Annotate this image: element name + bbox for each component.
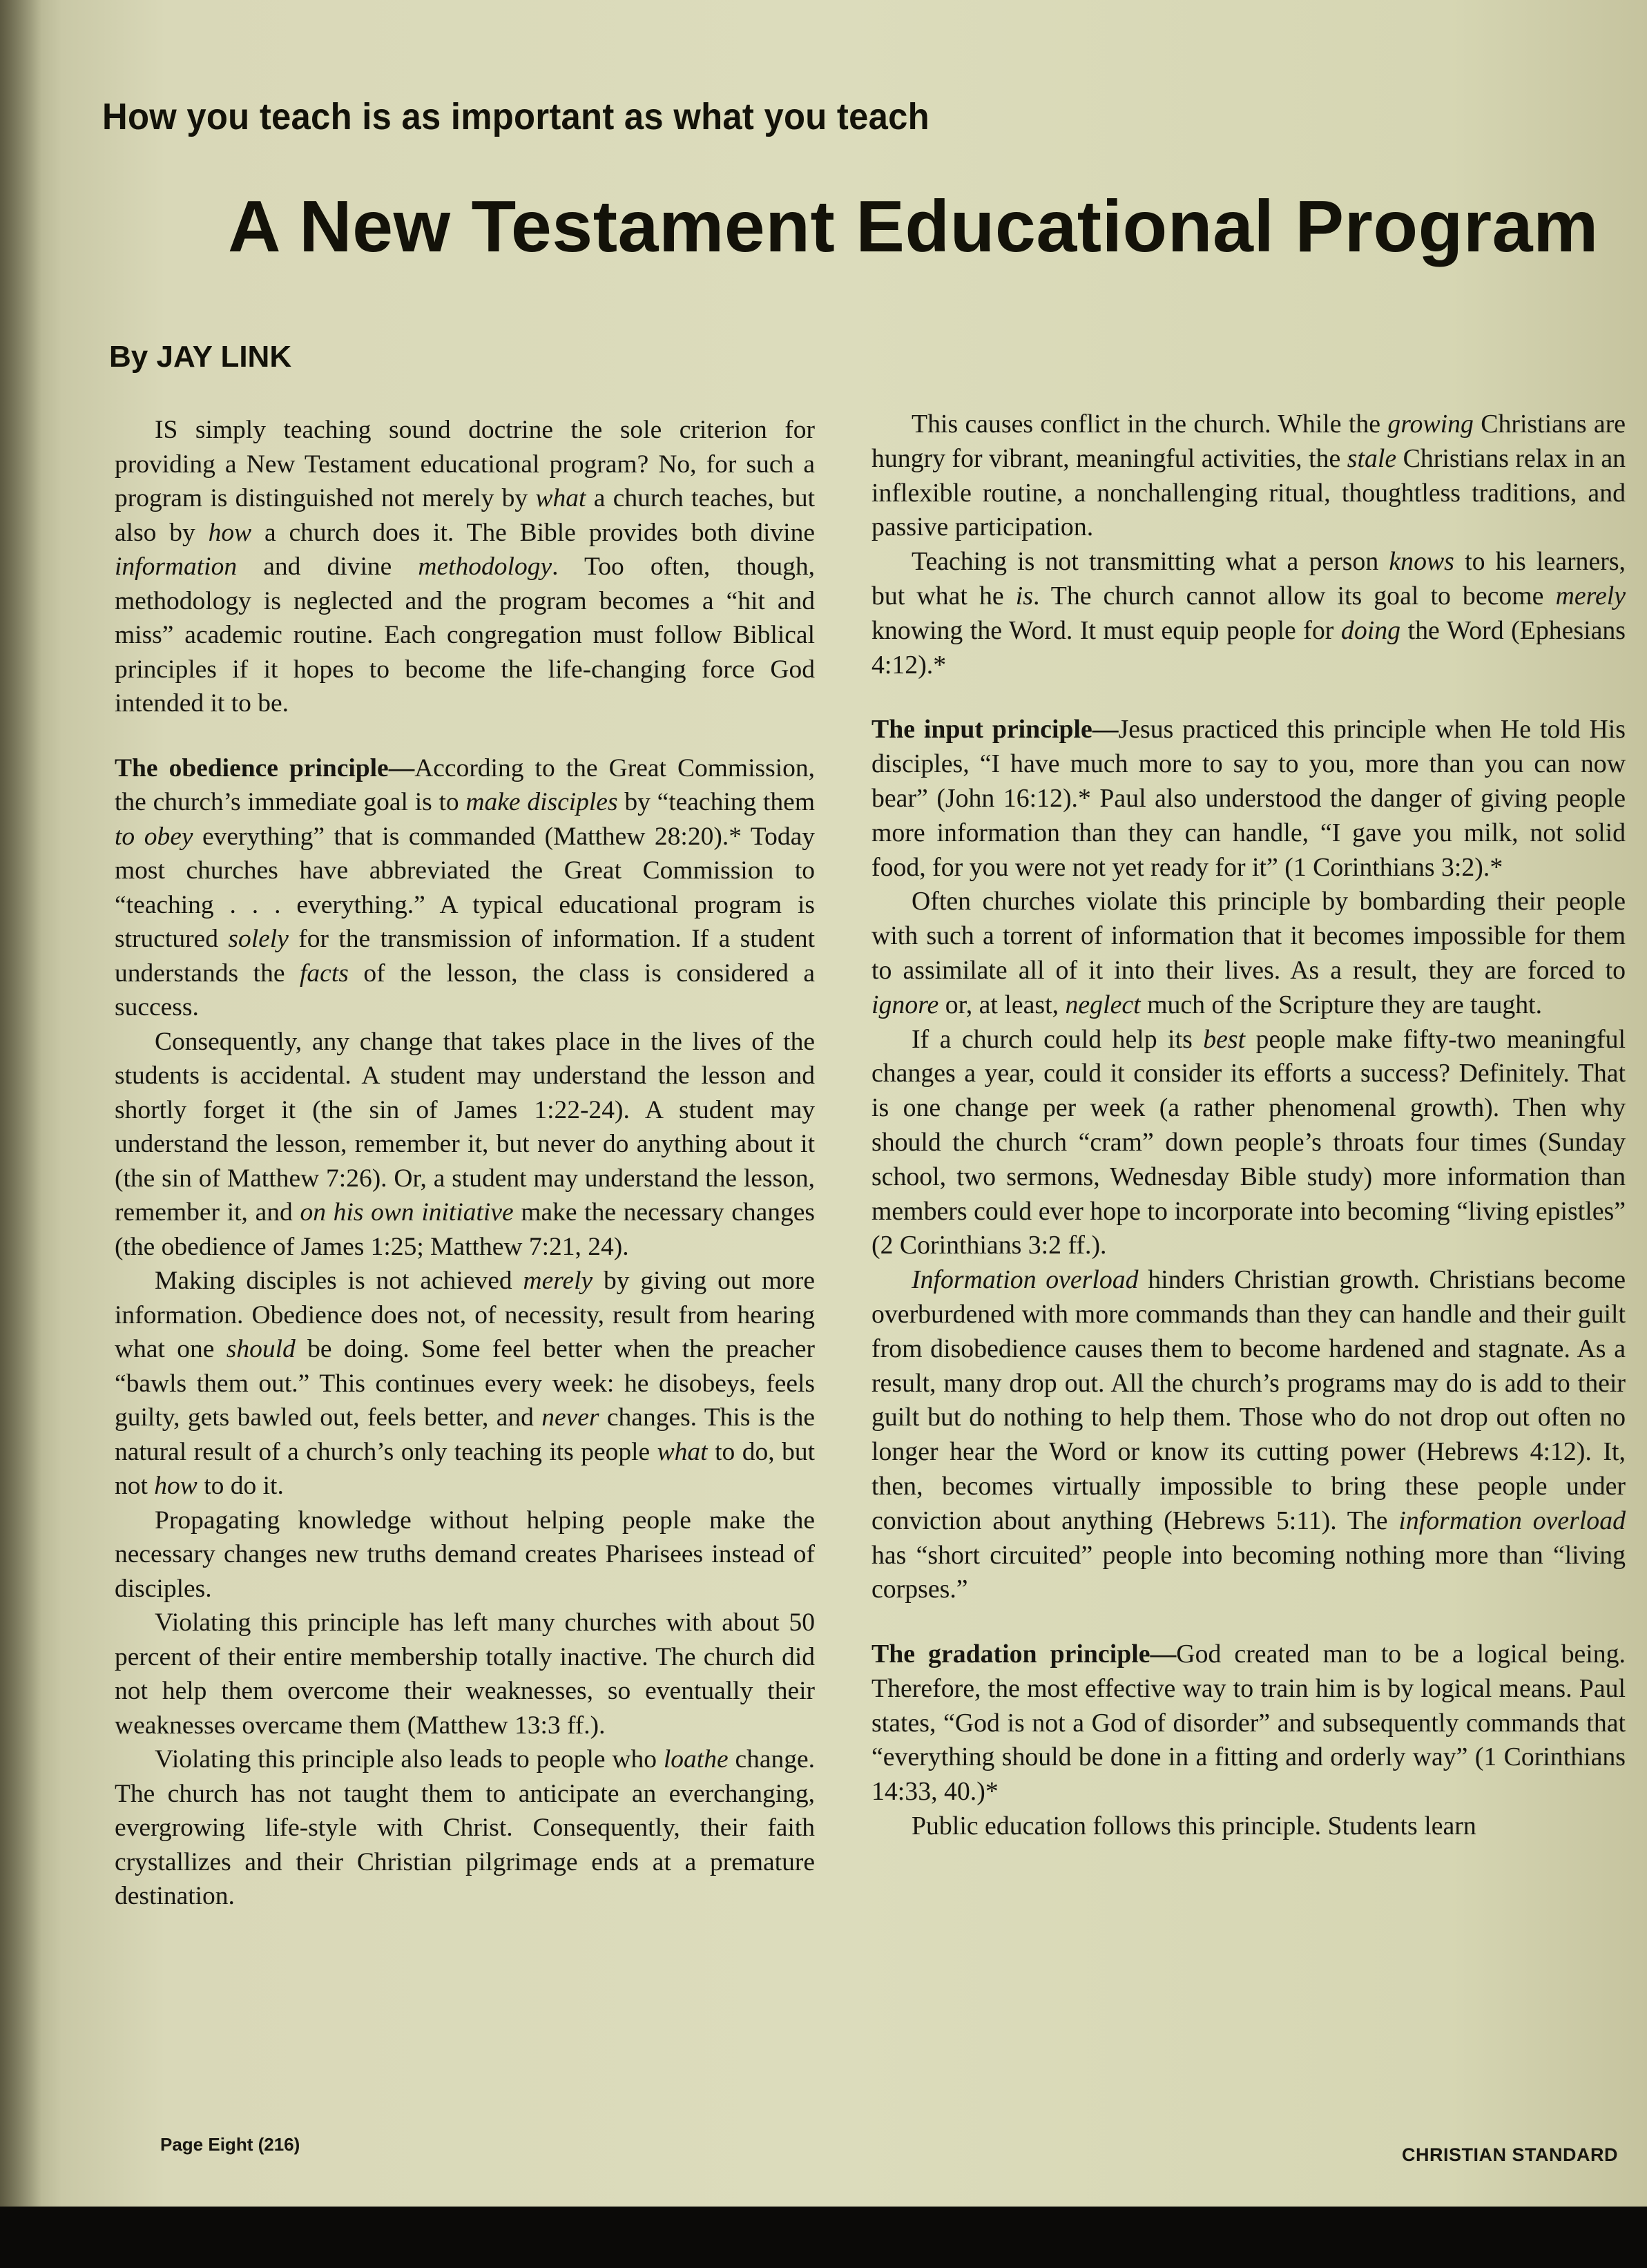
emphasis-text: facts <box>300 959 349 988</box>
body-paragraph <box>115 1503 815 1606</box>
emphasis-text: is <box>1015 581 1033 611</box>
emphasis-text: should <box>226 1335 296 1363</box>
emphasis-text: ignore <box>871 990 939 1019</box>
scan-bottom-edge <box>0 2207 1647 2268</box>
text-run: This causes conflict in the church. While the <box>912 410 1388 439</box>
body-paragraph <box>115 1025 815 1265</box>
text-run: to his learners, but what he <box>871 547 1626 611</box>
emphasis-text: stale <box>1347 443 1397 473</box>
text-run: everything” that is commanded (Matthew 28:20).* Today most churches have abbreviated the Great Commission to “teaching . . . everything.” A typical educational program is structured <box>115 822 815 953</box>
emphasis-text: neglect <box>1065 990 1141 1019</box>
text-run: for the transmission of information. If a student understands the <box>115 925 815 988</box>
text-run: has “short circuited” people into becoming nothing more than “living corpses.” <box>871 1540 1626 1604</box>
text-run: If a church could help its <box>912 1024 1204 1054</box>
emphasis-text: solely <box>228 925 289 953</box>
body-paragraph <box>871 885 1626 1022</box>
emphasis-text: merely <box>523 1267 593 1295</box>
emphasis-text: to obey <box>115 822 193 851</box>
text-run: Jesus practiced this principle when He told His disciples, “I have much more to say to you, more than you can now bear” (John 16:12).* Paul also understood the danger of giving people more information than they can handle, “I gave you milk, not solid food, for you were not yet ready for it” (1 Corinthians 3:2).* <box>871 715 1626 882</box>
body-paragraph <box>115 1264 815 1503</box>
text-run: IS simply teaching sound doctrine the sole criterion for providing a New Testament educational program? No, for such a program is distinguished not merely by <box>115 416 815 512</box>
section-heading: The obedience principle— <box>115 753 415 782</box>
text-run: change. The church has not taught them to anticipate an everchanging, evergrowing life-style with Christ. Consequently, their faith crystallizes and their Christian pilgrimage ends at a premature destination. <box>115 1745 816 1910</box>
emphasis-text: how <box>154 1472 198 1500</box>
body-paragraph <box>871 545 1626 682</box>
body-paragraph <box>115 413 815 721</box>
emphasis-text: never <box>541 1403 599 1432</box>
body-paragraph <box>871 1809 1626 1844</box>
text-run: and divine <box>237 552 418 581</box>
article-byline: By JAY LINK <box>109 340 292 374</box>
text-run: Teaching is not transmitting what a person <box>912 547 1389 577</box>
article-kicker: How you teach is as important as what you teach <box>102 96 930 137</box>
emphasis-text: on his own initiative <box>300 1198 514 1227</box>
text-run: a church does it. The Bible provides both divine <box>251 518 815 547</box>
section-heading: The input principle— <box>871 715 1119 744</box>
page-number-footer: Page Eight (216) <box>160 2134 300 2155</box>
text-run: by “teaching them <box>617 788 815 816</box>
text-run: a church teaches, but also by <box>115 484 815 547</box>
text-run: Making disciples is not achieved <box>155 1267 523 1295</box>
body-paragraph <box>115 1742 815 1914</box>
text-run: to do it. <box>197 1472 284 1500</box>
article-title: A New Testament Educational Program <box>228 186 1599 267</box>
emphasis-text: merely <box>1555 581 1626 611</box>
text-run: God created man to be a logical being. Therefore, the most effective way to train him is by logical means. Paul states, “God is not a God of disorder” and subsequently commands that “everything should be done in a fitting and orderly way” (1 Corinthians 14:33, 40.)* <box>871 1640 1626 1807</box>
emphasis-text: doing <box>1340 615 1401 645</box>
section-paragraph <box>871 713 1626 885</box>
right-text-column <box>871 407 1626 1844</box>
emphasis-text: how <box>208 518 252 547</box>
text-run: knowing the Word. It must equip people for <box>871 615 1341 645</box>
text-run: Public education follows this principle. Students learn <box>912 1811 1476 1841</box>
emphasis-text: information <box>115 552 238 581</box>
text-run: make the necessary changes (the obedience of James 1:25; Matthew 7:21, 24). <box>115 1198 815 1261</box>
section-heading: The gradation principle— <box>871 1640 1177 1669</box>
text-run: the Word (Ephesians 4:12).* <box>871 615 1626 680</box>
body-paragraph <box>871 1023 1626 1264</box>
emphasis-text: growing <box>1387 410 1474 439</box>
body-paragraph <box>871 407 1626 545</box>
text-run: changes. This is the natural result of a church’s only teaching its people <box>115 1403 816 1466</box>
text-run: Christians are hungry for vibrant, meaningful activities, the <box>871 410 1626 473</box>
text-run: Christians relax in an inflexible routine, a nonchallenging ritual, thoughtless traditions, and passive participation. <box>871 443 1626 542</box>
emphasis-text: information overload <box>1398 1506 1626 1535</box>
text-run: of the lesson, the class is considered a success. <box>115 959 815 1021</box>
text-run: or, at least, <box>938 990 1066 1019</box>
text-run: Propagating knowledge without helping people make the necessary changes new truths demand creates Pharisees instead of disciples. <box>115 1506 815 1603</box>
text-run: According to the Great Commission, the church’s immediate goal is to <box>115 753 815 816</box>
binding-gutter-shadow <box>0 0 41 2207</box>
text-run: . Too often, though, methodology is neglected and the program becomes a “hit and miss” academic routine. Each congregation must follow Biblical principles if it hopes to become the life-changing force God intended it to be. <box>115 552 815 718</box>
text-run: much of the Scripture they are taught. <box>1140 990 1543 1019</box>
emphasis-text: knows <box>1389 547 1454 577</box>
emphasis-text: Information overload <box>912 1265 1139 1295</box>
text-run: be doing. Some feel better when the preacher “bawls them out.” This continues every week: he disobeys, feels guilty, gets bawled out, feels better, and <box>115 1335 815 1432</box>
emphasis-text: make disciples <box>465 788 618 816</box>
text-run: . The church cannot allow its goal to become <box>1032 581 1556 611</box>
text-run: Often churches violate this principle by bombarding their people with such a torrent of information that it becomes impossible for them to assimilate all of it into their lives. As a result, they are forced to <box>871 887 1626 985</box>
section-paragraph <box>115 751 815 1025</box>
left-text-column <box>115 413 815 1914</box>
text-run: Consequently, any change that takes place in the lives of the students is accidental. A student may understand the lesson and shortly forget it (the sin of James 1:22-24). A student may understand the lesson, remember it, but never do anything about it (the sin of Matthew 7:26). Or, a student may understand the lesson, remember it, and <box>115 1027 815 1227</box>
emphasis-text: best <box>1203 1024 1246 1054</box>
section-paragraph <box>871 1637 1626 1809</box>
text-run: hinders Christian growth. Christians become overburdened with more commands than they can handle and their guilt from disobedience causes them to become hardened and stagnate. As a result, many drop out. All the church’s programs may do is add to their guilt but do nothing to help them. Those who do not drop out often no longer hear the Word or know its cutting power (Hebrews 4:12). It, then, becomes virtually impossible to bring these people under conviction about anything (Hebrews 5:11). The <box>871 1265 1626 1535</box>
text-run: to do, but not <box>115 1437 815 1500</box>
emphasis-text: methodology <box>418 552 552 581</box>
emphasis-text: what <box>657 1437 708 1466</box>
text-run: Violating this principle has left many churches with about 50 percent of their entire membership totally inactive. The church did not help them overcome their weaknesses, so eventually their weaknesses overcame them (Matthew 13:3 ff.). <box>115 1608 815 1740</box>
magazine-name-footer: CHRISTIAN STANDARD <box>1402 2144 1618 2165</box>
body-paragraph <box>871 1263 1626 1607</box>
emphasis-text: loathe <box>663 1745 729 1774</box>
text-run: Violating this principle also leads to people who <box>155 1745 664 1774</box>
text-run: by giving out more information. Obedience does not, of necessity, result from hearing what one <box>115 1267 815 1363</box>
text-run: people make fifty-two meaningful changes a year, could it consider its efforts a success? Definitely. That is one change per week (a rather phenomenal growth). Then why should the church “cram” down people’s throats four times (Sunday school, two sermons, Wednesday Bible study) more information than members could ever hope to incorporate into becoming “living epistles” (2 Corinthians 3:2 ff.). <box>871 1024 1626 1260</box>
emphasis-text: what <box>535 484 586 512</box>
body-paragraph <box>115 1606 815 1742</box>
